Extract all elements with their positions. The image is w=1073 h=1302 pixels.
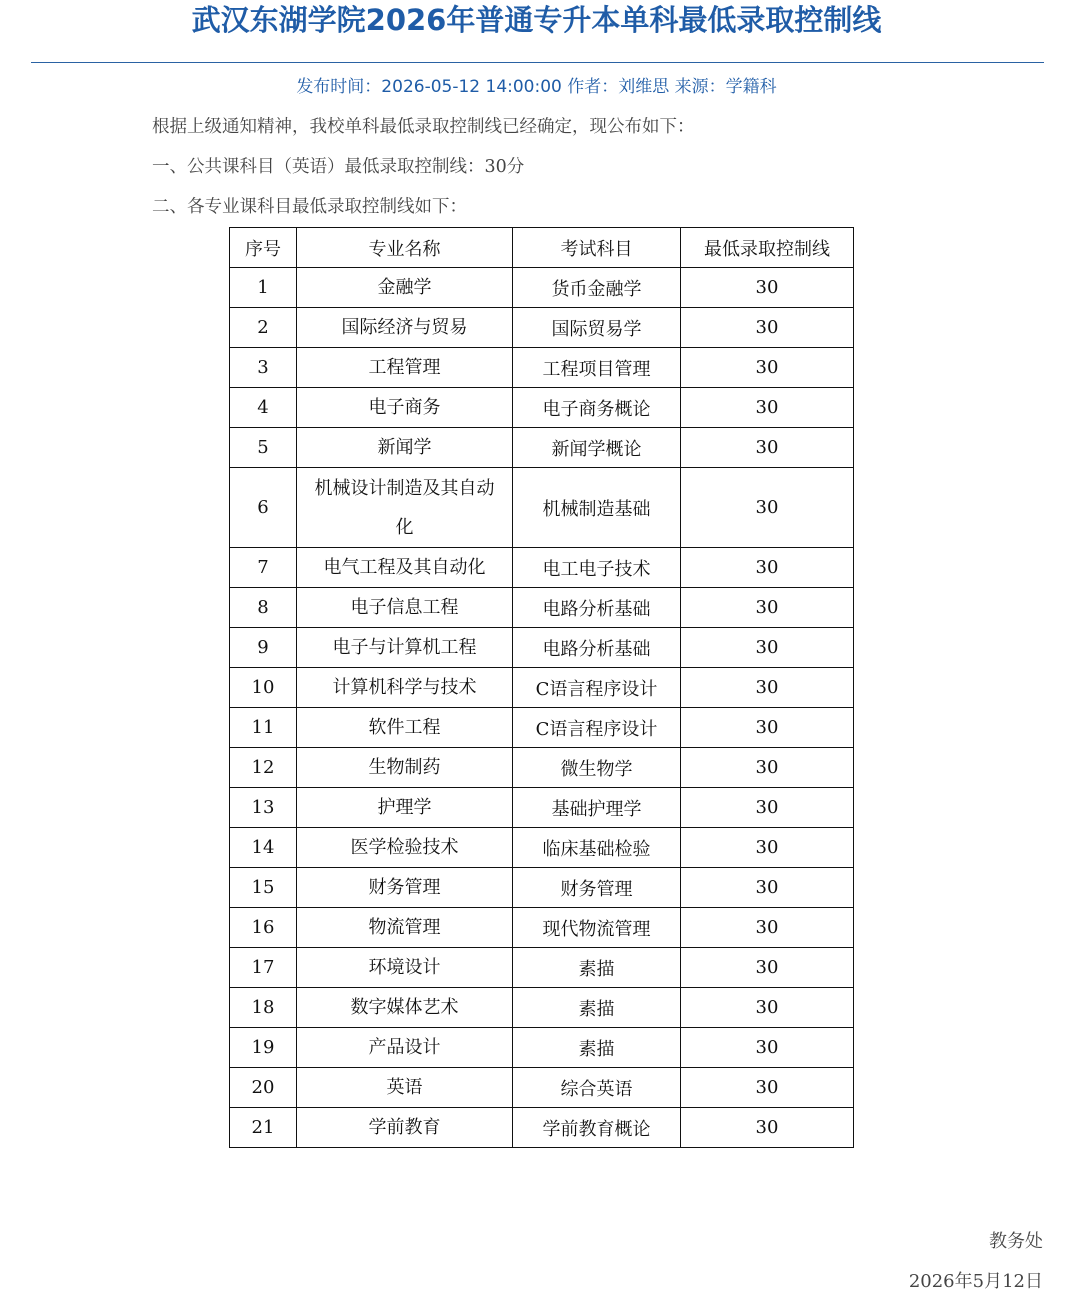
intro-paragraph: 根据上级通知精神，我校单科最低录取控制线已经确定，现公布如下： [152, 117, 695, 137]
table-row [230, 868, 854, 908]
cell-score: 30 [681, 348, 854, 388]
cell-no: 1 [230, 268, 297, 308]
signature-date: 2026年5月12日 [908, 1271, 1043, 1292]
header-score: 最低录取控制线 [681, 228, 854, 268]
cell-no: 20 [230, 1068, 297, 1108]
publish-meta: 发布时间：2026-05-12 14:00:00 作者：刘维思 来源：学籍科 [296, 77, 777, 97]
table-row [230, 388, 854, 428]
score-table [229, 227, 854, 1148]
cell-no: 12 [230, 748, 297, 788]
cell-major: 工程管理 [297, 348, 513, 388]
cell-major: 财务管理 [297, 868, 513, 908]
cell-subject: C语言程序设计 [513, 708, 681, 748]
table-row [230, 988, 854, 1028]
cell-score: 30 [681, 428, 854, 468]
cell-score: 30 [681, 628, 854, 668]
table-header-row [230, 228, 854, 268]
cell-subject: 货币金融学 [513, 268, 681, 308]
cell-subject: 工程项目管理 [513, 348, 681, 388]
table-row [230, 1068, 854, 1108]
table-row [230, 268, 854, 308]
title-divider [31, 62, 1044, 63]
table-row [230, 308, 854, 348]
cell-major: 电子商务 [297, 388, 513, 428]
cell-subject: 新闻学概论 [513, 428, 681, 468]
cell-no: 13 [230, 788, 297, 828]
cell-major: 生物制药 [297, 748, 513, 788]
cell-no: 6 [230, 468, 297, 548]
cell-major: 机械设计制造及其自动化 [297, 468, 513, 548]
cell-major: 新闻学 [297, 428, 513, 468]
cell-subject: 综合英语 [513, 1068, 681, 1108]
table-row [230, 1028, 854, 1068]
cell-no: 16 [230, 908, 297, 948]
cell-major: 电子信息工程 [297, 588, 513, 628]
table-row [230, 1108, 854, 1148]
cell-subject: 素描 [513, 1028, 681, 1068]
cell-score: 30 [681, 748, 854, 788]
cell-major: 物流管理 [297, 908, 513, 948]
cell-score: 30 [681, 708, 854, 748]
cell-no: 3 [230, 348, 297, 388]
cell-subject: 电路分析基础 [513, 588, 681, 628]
table-row [230, 548, 854, 588]
cell-score: 30 [681, 988, 854, 1028]
cell-score: 30 [681, 948, 854, 988]
cell-score: 30 [681, 308, 854, 348]
cell-subject: 财务管理 [513, 868, 681, 908]
table-row [230, 588, 854, 628]
table-row [230, 748, 854, 788]
cell-no: 15 [230, 868, 297, 908]
cell-major: 产品设计 [297, 1028, 513, 1068]
cell-no: 17 [230, 948, 297, 988]
cell-subject: 素描 [513, 988, 681, 1028]
table-row [230, 668, 854, 708]
table-row [230, 428, 854, 468]
cell-score: 30 [681, 1068, 854, 1108]
cell-major: 环境设计 [297, 948, 513, 988]
cell-score: 30 [681, 548, 854, 588]
cell-subject: 基础护理学 [513, 788, 681, 828]
cell-score: 30 [681, 668, 854, 708]
section-two-heading: 二、各专业课科目最低录取控制线如下： [152, 197, 467, 217]
cell-score: 30 [681, 908, 854, 948]
cell-no: 9 [230, 628, 297, 668]
cell-no: 8 [230, 588, 297, 628]
cell-major: 金融学 [297, 268, 513, 308]
cell-no: 10 [230, 668, 297, 708]
header-subject: 考试科目 [513, 228, 681, 268]
cell-subject: 学前教育概论 [513, 1108, 681, 1148]
table-row [230, 468, 854, 548]
cell-major: 学前教育 [297, 1108, 513, 1148]
cell-subject: 电工电子技术 [513, 548, 681, 588]
cell-subject: 微生物学 [513, 748, 681, 788]
cell-subject: 电子商务概论 [513, 388, 681, 428]
cell-score: 30 [681, 788, 854, 828]
header-no: 序号 [230, 228, 297, 268]
cell-no: 5 [230, 428, 297, 468]
header-major: 专业名称 [297, 228, 513, 268]
page-title: 武汉东湖学院2026年普通专升本单科最低录取控制线 [191, 3, 882, 37]
signature-office: 教务处 [989, 1231, 1043, 1252]
cell-no: 4 [230, 388, 297, 428]
cell-score: 30 [681, 468, 854, 548]
table-row [230, 348, 854, 388]
cell-no: 19 [230, 1028, 297, 1068]
cell-subject: 电路分析基础 [513, 628, 681, 668]
cell-no: 18 [230, 988, 297, 1028]
cell-major: 软件工程 [297, 708, 513, 748]
cell-major: 数字媒体艺术 [297, 988, 513, 1028]
cell-score: 30 [681, 588, 854, 628]
table-row [230, 828, 854, 868]
cell-major: 护理学 [297, 788, 513, 828]
cell-no: 14 [230, 828, 297, 868]
cell-subject: C语言程序设计 [513, 668, 681, 708]
table-body [230, 268, 854, 1148]
cell-score: 30 [681, 268, 854, 308]
cell-score: 30 [681, 868, 854, 908]
cell-major: 英语 [297, 1068, 513, 1108]
table-row [230, 788, 854, 828]
cell-subject: 现代物流管理 [513, 908, 681, 948]
cell-subject: 国际贸易学 [513, 308, 681, 348]
cell-major: 国际经济与贸易 [297, 308, 513, 348]
cell-major: 医学检验技术 [297, 828, 513, 868]
cell-score: 30 [681, 388, 854, 428]
cell-subject: 素描 [513, 948, 681, 988]
cell-no: 7 [230, 548, 297, 588]
cell-subject: 机械制造基础 [513, 468, 681, 548]
cell-no: 2 [230, 308, 297, 348]
cell-major: 计算机科学与技术 [297, 668, 513, 708]
cell-score: 30 [681, 828, 854, 868]
cell-subject: 临床基础检验 [513, 828, 681, 868]
cell-no: 11 [230, 708, 297, 748]
cell-score: 30 [681, 1028, 854, 1068]
table-row [230, 908, 854, 948]
cell-major: 电子与计算机工程 [297, 628, 513, 668]
cell-no: 21 [230, 1108, 297, 1148]
table-row [230, 708, 854, 748]
cell-score: 30 [681, 1108, 854, 1148]
table-row [230, 948, 854, 988]
table-row [230, 628, 854, 668]
cell-major: 电气工程及其自动化 [297, 548, 513, 588]
public-course-line: 一、公共课科目（英语）最低录取控制线：30分 [152, 157, 525, 177]
